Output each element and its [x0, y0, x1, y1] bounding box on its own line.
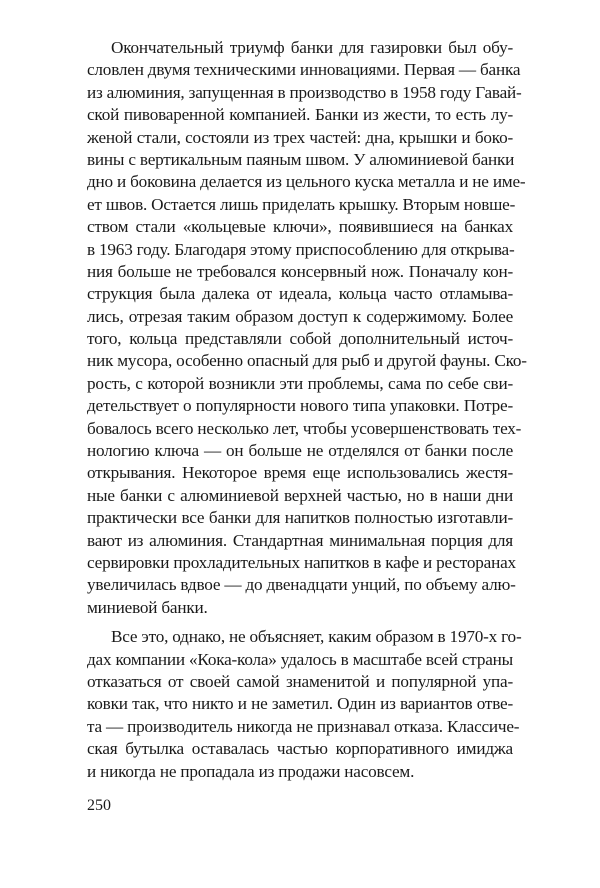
text-line: ковки так, что никто и не заметил. Один из вариантов отве- — [87, 694, 513, 714]
text-line: сервировки прохладительных напитков в кафе и ресторанах — [87, 552, 516, 572]
text-line: открывания. Некоторое время еще использовались жестя- — [87, 463, 513, 483]
text-line: ством стали «кольцевые ключи», появившиеся на банках — [87, 217, 513, 237]
text-line: нологию ключа — он больше не отделялся от банки после — [87, 441, 513, 461]
text-line: ния больше не требовался консервный нож. Поначалу кон- — [87, 261, 513, 281]
text-line: ской пивоваренной компанией. Банки из жести, то есть лу- — [87, 105, 513, 125]
page-body — [87, 37, 527, 783]
text-line: детельствует о популярности нового типа упаковки. Потре- — [87, 396, 513, 416]
text-line: и никогда не пропадала из продажи насовсем. — [87, 761, 415, 781]
text-line: дах компании «Кока-кола» удалось в масштабе всей страны — [87, 649, 513, 669]
text-line: словлен двумя техническими инновациями. Первая — банка — [87, 60, 521, 80]
paragraph — [87, 626, 522, 783]
text-line: того, кольца представляли собой дополнительный источ- — [87, 329, 513, 349]
text-line: из алюминия, запущенная в производство в 1958 году Гавай- — [87, 82, 522, 102]
text-line: бовалось всего несколько лет, чтобы усовершенствовать тех- — [87, 418, 522, 438]
text-line: лись, отрезая таким образом доступ к содержимому. Более — [87, 306, 513, 326]
text-line: практически все банки для напитков полностью изготавли- — [87, 508, 513, 528]
text-line: в 1963 году. Благодаря этому приспособлению для открыва- — [87, 239, 515, 259]
text-line: ник мусора, особенно опасный для рыб и другой фауны. Ско- — [87, 351, 527, 371]
text-line: рость, с которой возникли эти проблемы, сама по себе сви- — [87, 373, 513, 393]
paragraph — [87, 37, 527, 619]
text-line: вают из алюминия. Стандартная минимальная порция для — [87, 530, 513, 550]
text-line: Окончательный триумф банки для газировки был обу- — [111, 38, 513, 57]
text-line: дно и боковина делается из цельного куска металла и не име- — [87, 172, 526, 192]
text-line: миниевой банки. — [87, 597, 208, 617]
text-line: женой стали, состояли из трех частей: дна, крышки и боко- — [87, 127, 513, 147]
page-number: 250 — [87, 797, 111, 814]
text-line: ет швов. Остается лишь приделать крышку. Вторым новше- — [87, 194, 516, 214]
text-line: та — производитель никогда не признавал отказа. Классиче- — [87, 716, 520, 736]
text-line: ные банки с алюминиевой верхней частью, но в наши дни — [87, 485, 513, 505]
text-line: ская бутылка оставалась частью корпоративного имиджа — [87, 739, 513, 759]
text-line: отказаться от своей самой знаменитой и популярной упа- — [87, 671, 513, 691]
text-line: вины с вертикальным паяным швом. У алюминиевой банки — [87, 149, 515, 169]
text-line: струкция была далека от идеала, кольца часто отламыва- — [87, 284, 513, 304]
text-line: Все это, однако, не объясняет, каким образом в 1970-х го- — [111, 627, 522, 647]
text-line: увеличилась вдвое — до двенадцати унций, по объему алю- — [87, 575, 516, 595]
